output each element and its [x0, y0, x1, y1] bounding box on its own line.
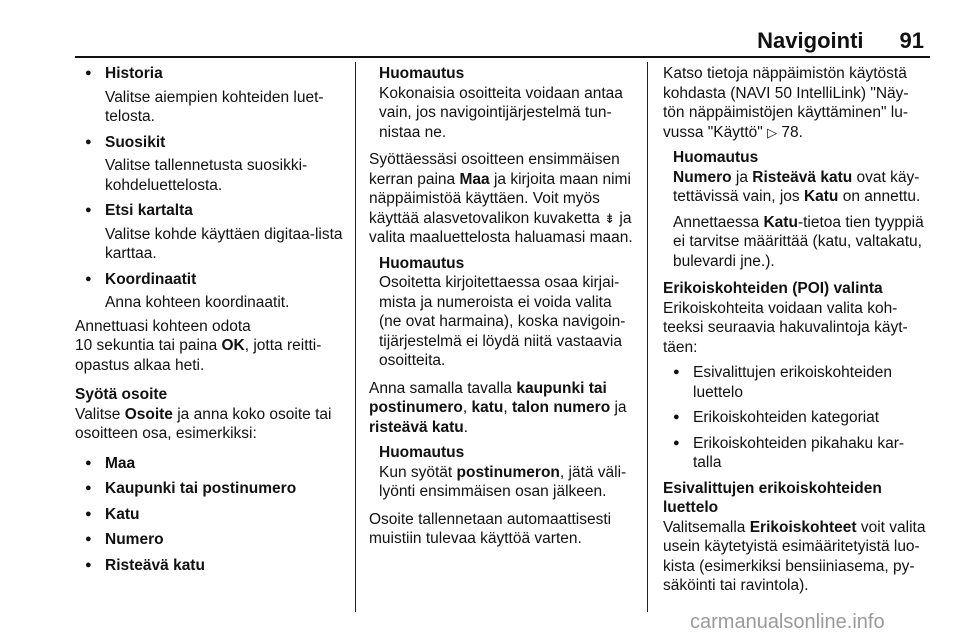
column-3 [663, 64, 928, 602]
list-item: ● Erikoiskohteiden pikahaku kar-talla [663, 434, 928, 473]
list-item: ● Esivalittujen erikoiskohteiden luettelo [663, 363, 928, 402]
column-2 [369, 64, 637, 555]
paragraph: Anna samalla tavalla kaupunki tai postinumero, katu, talon numero ja risteävä katu. [369, 379, 627, 436]
dropdown-icon: ⇟ [604, 210, 616, 226]
list-item: ● Kaupunki tai postinumero [75, 479, 347, 499]
note: Huomautus Numero ja Risteävä katu ovat käy-tettävissä vain, jos Katu on annettu. Annettaessa Katu-tietoa tien tyyppiä ei tarvitse määrittää (katu, valtakatu, bulevardi jne.). [673, 149, 924, 270]
poi-list-section: Esivalittujen erikoiskohteiden luettelo Valitsemalla Erikoiskohteet voit valita usein käytetyistä esimääritetyistä luo-kista (esimerkiksi bensiiniasema, py-säköinti tai ravintola). [663, 479, 926, 594]
list-item: ● Etsi kartalta Valitse kohde käyttäen digitaa-lista karttaa. [75, 201, 347, 264]
list-item: ● Suosikit Valitse tallennetusta suosikki-kohdeluettelosta. [75, 133, 347, 196]
page-number: 91 [899, 28, 924, 53]
header-rule [75, 56, 930, 58]
list-item: ● Maa [75, 454, 347, 474]
column-divider [647, 62, 648, 612]
paragraph: Osoite tallennetaan automaattisesti muistiin tulevaa käyttöä varten. [369, 510, 612, 547]
section-heading: Esivalittujen erikoiskohteiden luettelo [663, 479, 882, 516]
list-item: ● Erikoiskohteiden kategoriat [663, 408, 928, 428]
address-section: Syötä osoite Valitse Osoite ja anna koko osoite tai osoitteen osa, esimerkiksi: [75, 386, 332, 442]
wait-paragraph: Annettuasi kohteen odota 10 sekuntia tai paina OK, jotta reitti-opastus alkaa heti. [75, 317, 322, 374]
paragraph: Katso tietoja näppäimistön käytöstä kohdasta (NAVI 50 IntelliLink) "Näy-tön näppäimistöjen käyttäminen" lu-vussa "Käyttö" ▷ 78. [663, 65, 909, 141]
page-ref-icon: ▷ [767, 124, 778, 140]
poi-section: Erikoiskohteiden (POI) valinta Erikoiskohteita voidaan valita koh-teeksi seuraavia hakuvalintoja käyt-täen: [663, 280, 908, 356]
page-header [757, 28, 924, 58]
column-divider [355, 62, 356, 612]
note: Huomautus Osoitetta kirjoitettaessa osaa kirjai-mista ja numeroista ei voida valita (ne ovat harmaina), koska navigoin-tijärjestelmä ei löydä niitä vastaavia osoitteita. [379, 254, 626, 369]
list-item: ● Risteävä katu [75, 556, 347, 576]
list-item: ● Koordinaatit Anna kohteen koordinaatit. [75, 270, 347, 313]
note: Huomautus Kun syötät postinumeron, jätä väli-lyönti ensimmäisen osan jälkeen. [379, 444, 627, 500]
list-item: ● Historia Valitse aiempien kohteiden luet-telosta. [75, 64, 347, 127]
page-title: Navigointi [757, 28, 864, 53]
section-heading: Syötä osoite [75, 386, 168, 403]
paragraph: Syöttäessäsi osoitteen ensimmäisen kerran paina Maa ja kirjoita maan nimi näppäimistöä käyttäen. Voit myös käyttää alasvetovalikon kuvaketta ⇟ ja valita maaluettelosta haluamasi maan. [369, 151, 633, 246]
list-item: ● Numero [75, 530, 347, 550]
list-item: ● Katu [75, 505, 347, 525]
column-1 [75, 64, 347, 581]
watermark: carmanualsonline.info [690, 611, 885, 633]
section-heading: Erikoiskohteiden (POI) valinta [663, 280, 883, 297]
note: Huomautus Kokonaisia osoitteita voidaan antaa vain, jos navigointijärjestelmä tun-nistaa ne. [379, 65, 623, 141]
